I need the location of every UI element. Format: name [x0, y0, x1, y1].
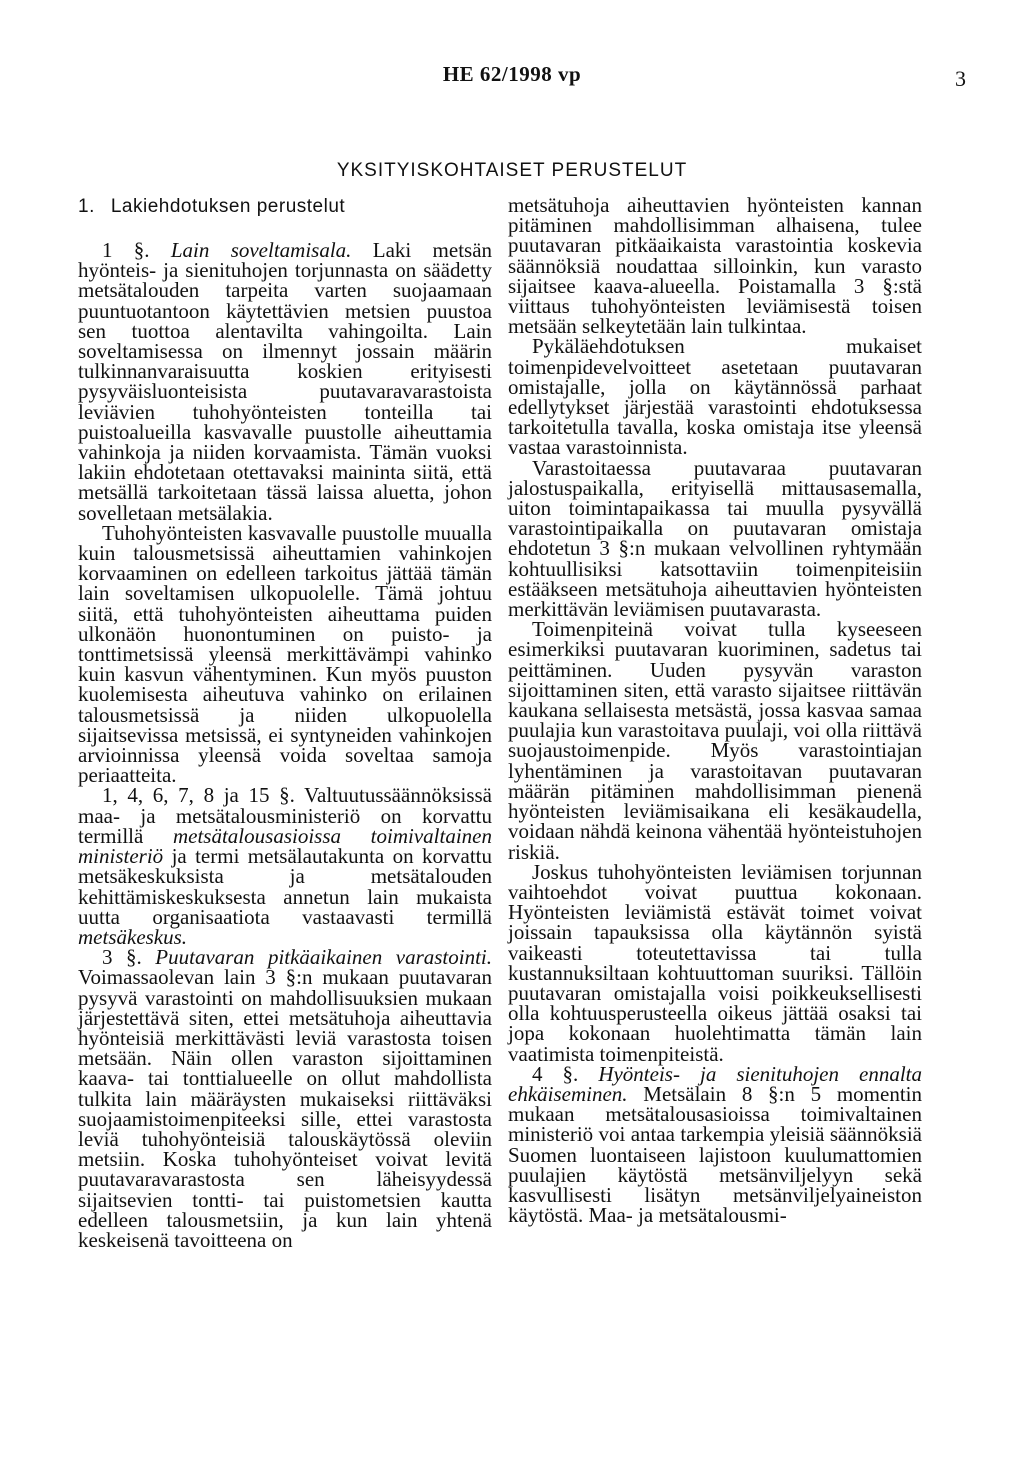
paragraph: Joskus tuhohyönteisten leviämisen torjunnan vaihtoehdot voivat puuttua kokonaan. Hyönteisten leviämistä estävät toimet voivat joissain tapauksissa olla käytännön syistä vaikeasti toteutettavissa tai tulla kustannuksiltaan kohtuuttoman suuriksi. Tällöin puutavaran omistajalla voisi poikkeuksellisesti olla kohtuusperusteella oikeus jättää osaksi tai jopa kokonaan huolehtimatta tämän lain vaatimista toimenpiteistä. — [508, 859, 922, 1066]
left-column — [78, 240, 492, 1250]
page-number: 3 — [955, 66, 966, 91]
section-ref: 1 §. — [102, 238, 150, 262]
paragraph-text: Metsälain 8 §:n 5 momentin mukaan metsätalousasioissa toimivaltainen ministeriö voi antaa tarkempia yleisiä säännöksiä Suomen luontaiseen lajistoon kuulumattomien puulajien käytöstä metsänviljelyyn sekä kasvullisesti lisätyn metsänviljelyaineiston käytöstä. Maa- ja metsätalousmi- — [508, 1081, 922, 1228]
term: metsäkeskus. — [78, 924, 188, 949]
paragraph-text: Laki metsän hyönteis- ja sienituhojen torjunnasta on säädetty metsätalouden tarpeita varten suojaamaan puuntuotantoon käytettävien metsien puustoa sen tuottoa alentavilta vahingoilta. Lain soveltamisessa on ilmennyt jossain määrin tulkinnanvaraisuutta koskien erityisesti pysyväisluonteisista puutavaravarastoista leviävien tuhohyönteisten tonteilla tai puistoalueilla kasvavalle puustolle aiheuttamia vahinkoja ja niiden korvaamista. Tämän vuoksi lakiin ehdotetaan otettavaksi maininta siitä, että metsällä tarkoitetaan tässä laissa aluetta, johon sovelletaan metsälakia. — [78, 238, 493, 525]
section-heading: YKSITYISKOHTAISET PERUSTELUT — [336, 160, 688, 181]
subheading-text: Lakiehdotuksen perustelut — [110, 196, 346, 217]
section-ref: 4 §. — [532, 1061, 579, 1086]
paragraph: Varastoitaessa puutavaraa puutavaran jalostuspaikalla, erityisellä mittausasemalla, uiton toimintapaikassa tai muulla pysyvällä varastointipaikalla on puutavaran omistaja ehdotetun 3 §:n mukaan velvollinen ryhtymään kohtuullisiksi katsottaviin toimenpiteisiin estääkseen metsätuhoja aiheuttavien hyönteisten merkittävän leviämisen puutavarasta. — [508, 455, 922, 622]
section-title: Puutavaran pitkäaikainen varastointi. — [155, 945, 493, 970]
section-title: Hyönteis- ja sienituhojen ennalta ehkäiseminen. — [508, 1061, 923, 1106]
paragraph-text: Voimassaolevan lain 3 §:n mukaan puutavaran pysyvä varastointi on mahdollisuuksien mukaan järjestettävä siten, ettei metsätuhoja aiheuttavia hyönteisiä merkittävästi leviä varastosta toisen metsään. Näin ollen varaston sijoittaminen kaava- tai tonttialueelle on ollut mahdollista tulkita lain määräysten mukaiseksi riittäväksi suojaamistoimenpiteeksi sille, ettei varastosta leviä tuhohyönteisiä talouskäytössä oleviin metsiin. Koska tuhohyönteiset voivat levitä puutavaravarastosta sen läheisyydessä sijaitsevien tontti- tai puistometsien kautta edelleen talousmetsiin, ja kun lain yhtenä keskeisenä tavoitteena on — [78, 965, 492, 1252]
paragraph: Pykäläehdotuksen mukaiset toimenpidevelvoitteet asetetaan puutavaran omistajalle, jolla on käytännössä parhaat edellytykset järjestää varastointi ehdotuksessa tarkoitetulla tavalla, koska omistaja itse yleensä vastaa varastoinnista. — [508, 334, 922, 460]
paragraph — [78, 947, 492, 1250]
section-ref: 3 §. — [102, 945, 142, 970]
paragraph-text: ja termi metsälautakunta on korvattu metsäkeskuksista ja metsätalouden kehittämiskeskuksesta annetun lain mukaista uutta organisaatiota vastaavasti termillä — [78, 844, 493, 929]
paragraph — [78, 785, 492, 947]
right-column — [508, 193, 923, 1228]
section-title: Lain soveltamisala. — [170, 238, 352, 262]
subheading-number: 1. — [78, 196, 95, 217]
paragraph: Toimenpiteinä voivat tulla kyseeseen esimerkiksi puutavaran kuoriminen, sadetus tai peittäminen. Uuden pysyvän varaston sijoittaminen siten, että varasto sijaitsee riittävän kaukana sellaisesta metsästä, jossa kasvaa samaa puulajia kun varastoitava puulaji, voi olla riittävä suojaustoimenpide. Myös varastointiajan lyhentäminen ja varastoitavan puutavaran määrän pitäminen mahdollisimman pienenä hyönteisten leviämisaikana eli kesäkaudella, voidaan nähdä keinona vähentää hyönteistuhojen riskiä. — [508, 617, 922, 864]
paragraph-text: Valtuutussäännöksissä maa- ja metsätalousministeriö on korvattu termillä — [78, 783, 492, 848]
paragraph — [508, 1061, 923, 1228]
running-title: HE 62/1998 vp — [442, 62, 582, 86]
section-ref: 1, 4, 6, 7, 8 ja 15 §. — [102, 783, 295, 808]
paragraph: metsätuhoja aiheuttavien hyönteisten kannan pitäminen mahdollisimman alhaisena, tulee puutavaran pitkäaikaista varastointia koskevia säännöksiä noudattaa silloinkin, kun varasto sijaitsee kaava-alueella. Poistamalla 3 §:stä viittaus tuhohyönteisten leviämisestä toisen metsään selkeytetään lain tulkintaa. — [508, 193, 922, 339]
term: metsätalousasioissa toimivaltainen ministeriö — [78, 823, 492, 869]
subheading — [78, 196, 345, 218]
paragraph — [78, 240, 492, 523]
paragraph: Tuhohyönteisten kasvavalle puustolle muualla kuin talousmetsissä aiheuttamien vahinkojen korvaaminen on edelleen tarkoitus jättää tämän lain soveltamisen ulkopuolelle. Tämä johtuu siitä, että tuhohyönteisten aiheuttama puiden ulkonäön huonontuminen on puisto- ja tonttimetsissä yleensä merkittävämpi vahinko kuin kasvun vähentyminen. Kun myös puuston kuolemisesta aiheutuva vahinko on erilainen talousmetsissä ja niiden ulkopuolella sijaitsevissa metsissä, ei syntyneiden vahinkojen arvioinnissa yleensä voida soveltaa samoja periaatteita. — [78, 520, 492, 788]
